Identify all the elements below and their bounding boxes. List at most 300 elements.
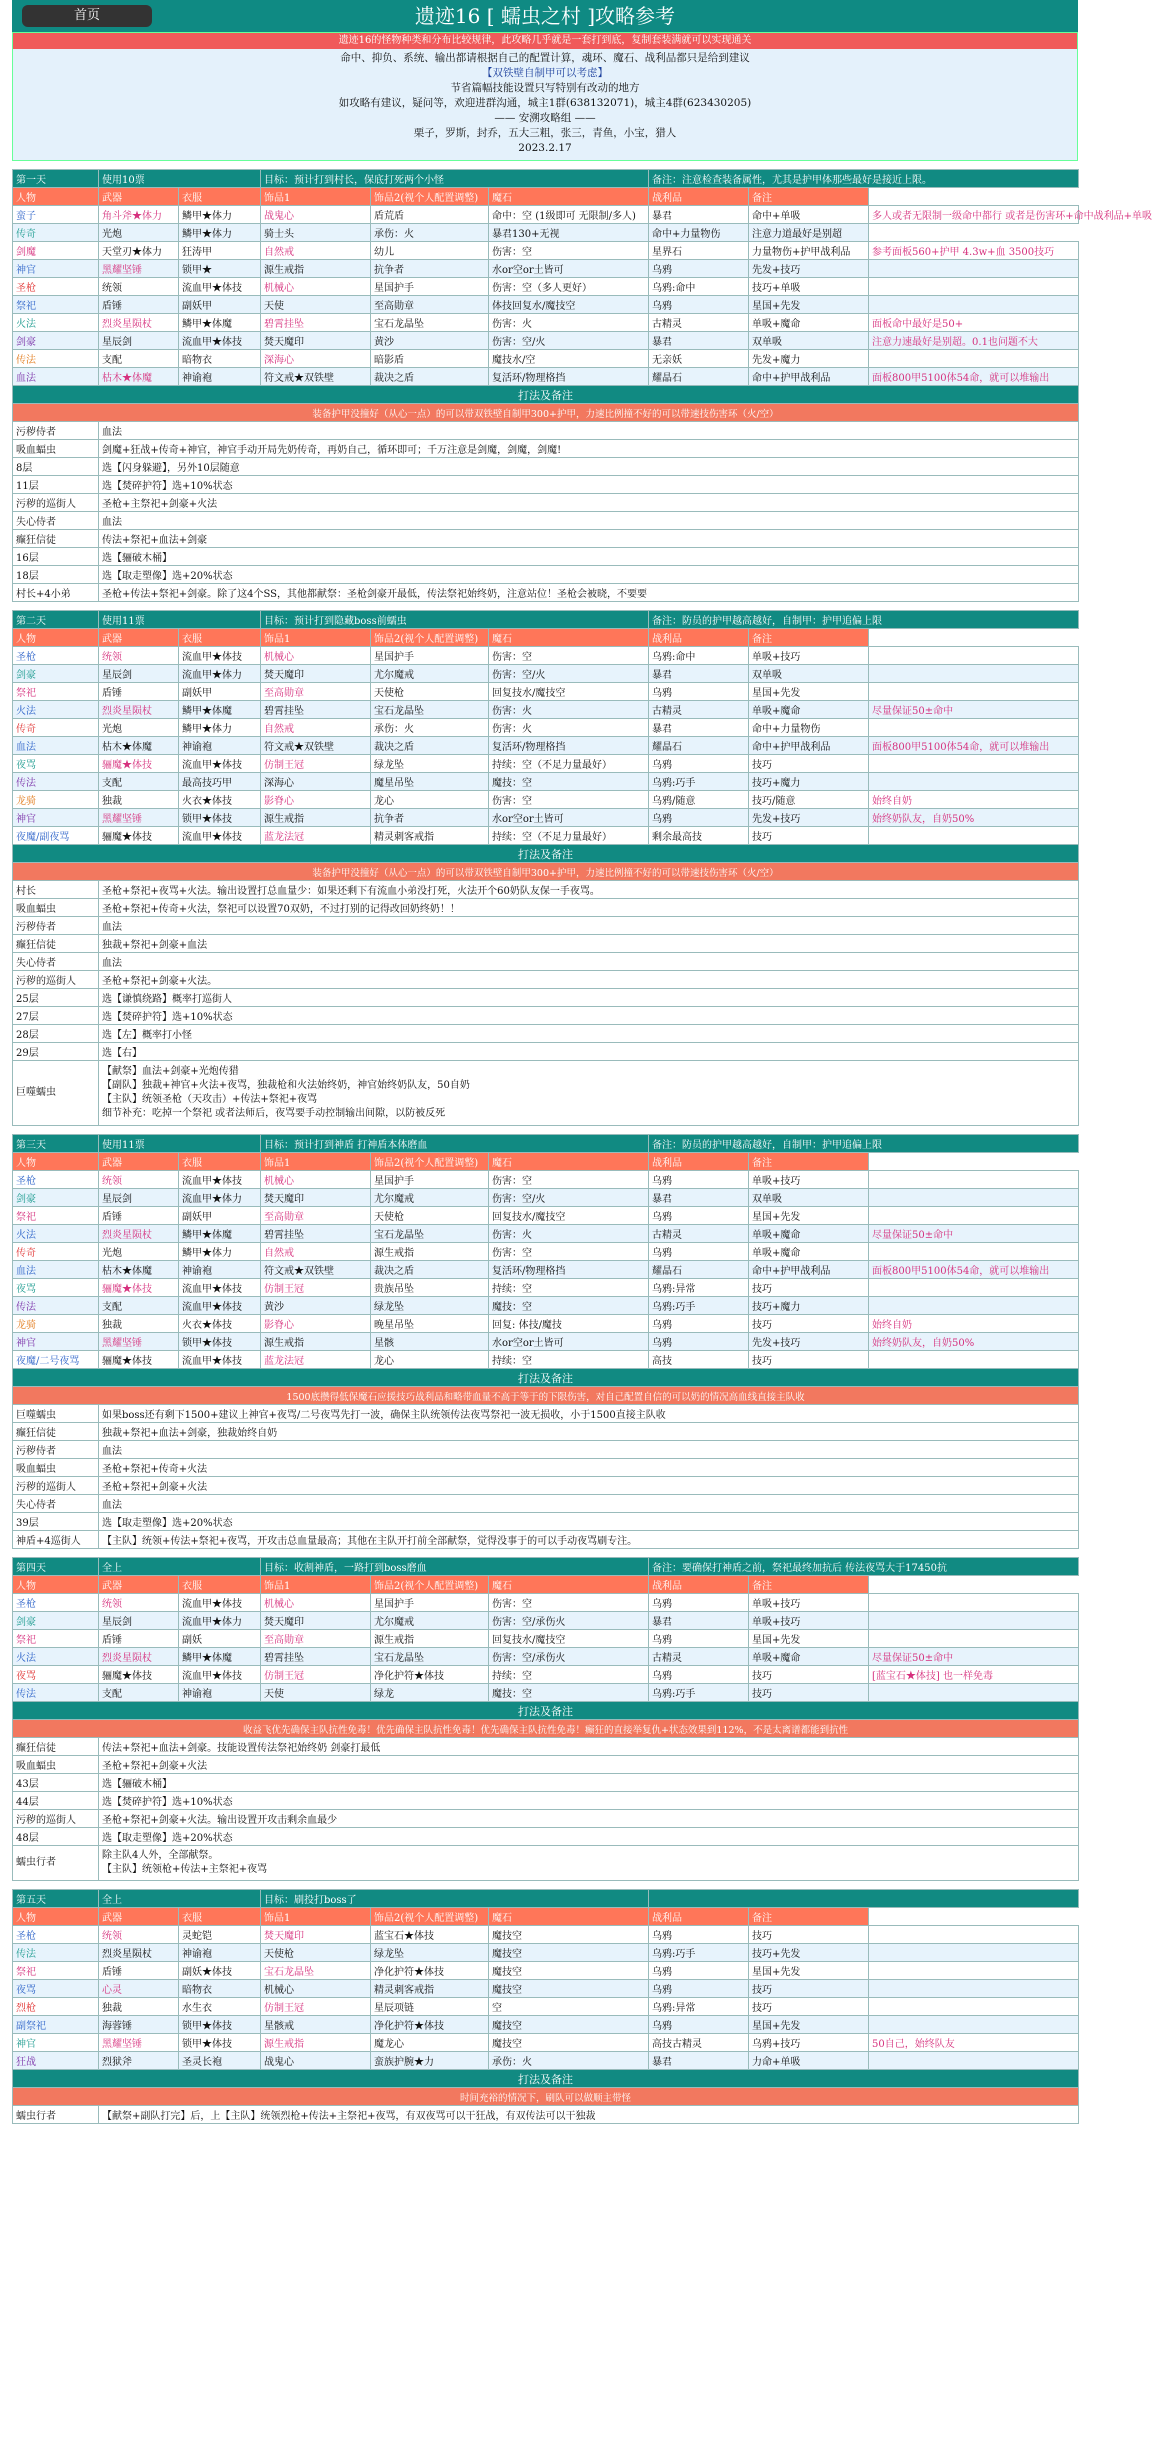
table-row [13, 1594, 1079, 1612]
table-cell: 面板800甲5100体54命，就可以堆输出 [869, 1261, 1079, 1279]
strategy-row [13, 1423, 1079, 1441]
table-cell: 乌鸦 [649, 1333, 749, 1351]
intro-line: 命中、抑负、系统、输出都请根据自己的配置计算，魂环、魔石、战利品都只是给到建议 [340, 52, 750, 64]
day-name: 第一天 [13, 170, 99, 188]
strategy-target: 污秽的巡街人 [13, 1810, 99, 1828]
day-tickets: 使用11票 [99, 1135, 261, 1153]
table-cell: 注意力速最好是别超。0.1也问题不大 [869, 332, 1079, 350]
boss-plan-line: 【主队】统领圣枪（天攻击）+传法+祭祀+夜骂 [102, 1094, 318, 1105]
column-header: 魔石 [489, 1908, 649, 1926]
table-cell: 晚星吊坠 [371, 1315, 489, 1333]
strategy-row [13, 1756, 1079, 1774]
table-cell: 流血甲★体技 [179, 1279, 261, 1297]
table-cell: 源生戒指 [261, 260, 371, 278]
day-header [13, 611, 1079, 629]
table-cell: 统领 [99, 647, 179, 665]
table-cell: 抗争者 [371, 260, 489, 278]
table-row [13, 350, 1079, 368]
table-cell: 魔技空 [489, 1962, 649, 1980]
table-cell: 单吸+魔命 [749, 1648, 869, 1666]
table-cell: 深海心 [261, 773, 371, 791]
table-row [13, 368, 1079, 386]
table-cell: 龙心 [371, 1351, 489, 1369]
table-row [13, 1261, 1079, 1279]
table-cell: 骊魔★体技 [99, 1351, 179, 1369]
table-cell: 影脊心 [261, 1315, 371, 1333]
table-row [13, 296, 1079, 314]
table-cell: 符文戒★双铁壁 [261, 737, 371, 755]
column-header: 武器 [99, 188, 179, 206]
table-cell: 先发+技巧 [749, 260, 869, 278]
strategy-row [13, 899, 1079, 917]
strategy-row [13, 989, 1079, 1007]
table-cell: 盾锤 [99, 1962, 179, 1980]
table-cell: 暗物衣 [179, 1980, 261, 1998]
day-table [12, 1134, 1079, 1549]
section-label: 打法及备注 [13, 2070, 1079, 2088]
strategy-target: 18层 [13, 566, 99, 584]
page [12, 0, 1152, 2124]
table-cell: 星国+先发 [749, 296, 869, 314]
table-cell: 夜骂 [13, 1666, 99, 1684]
strategy-row [13, 1043, 1079, 1061]
table-cell: 始终自奶 [869, 1315, 1079, 1333]
table-row [13, 1189, 1079, 1207]
table-cell [869, 1612, 1079, 1630]
column-header: 战利品 [649, 1908, 749, 1926]
day-table [12, 610, 1079, 1126]
table-cell: 碧霄挂坠 [261, 1648, 371, 1666]
strategy-text: 传法+祭祀+血法+剑豪 [99, 530, 1079, 548]
column-header: 魔石 [489, 188, 649, 206]
table-cell: 双单吸 [749, 665, 869, 683]
table-cell: 源生戒指 [261, 809, 371, 827]
column-header: 备注 [749, 1576, 869, 1594]
table-cell: 神谕袍 [179, 368, 261, 386]
table-cell: 光炮 [99, 1243, 179, 1261]
table-cell: 星辰项链 [371, 1998, 489, 2016]
strategy-row [13, 1792, 1079, 1810]
column-header: 武器 [99, 629, 179, 647]
table-cell: 伤害：空 [489, 1594, 649, 1612]
table-cell [869, 2016, 1079, 2034]
table-cell: 火衣★体技 [179, 791, 261, 809]
table-row [13, 1926, 1079, 1944]
table-cell: 碧霄挂坠 [261, 701, 371, 719]
table-cell: 承伤：火 [371, 224, 489, 242]
table-cell: 至高勋章 [371, 296, 489, 314]
table-cell: 源生戒指 [261, 1333, 371, 1351]
table-cell: 伤害：火 [489, 719, 649, 737]
column-header: 战利品 [649, 188, 749, 206]
table-cell: 无亲妖 [649, 350, 749, 368]
table-cell: 始终奶队友，自奶50% [869, 809, 1079, 827]
table-cell: 水or空or土皆可 [489, 260, 649, 278]
table-cell: 鳞甲★体力 [179, 1243, 261, 1261]
strategy-target: 村长 [13, 881, 99, 899]
table-cell: 单吸+魔命 [749, 1225, 869, 1243]
table-cell: 命中+护甲战利品 [749, 368, 869, 386]
table-cell: 盾锤 [99, 683, 179, 701]
table-cell: 神谕袍 [179, 1261, 261, 1279]
table-cell: 剑豪 [13, 1189, 99, 1207]
strategy-text: 圣枪+传法+祭祀+剑豪。除了这4个SS，其他都献祭：圣枪剑豪开最低，传法祭祀始终奶，注意站位！圣枪会被晓，不要要 [99, 584, 1079, 602]
table-cell: 海蓉锤 [99, 2016, 179, 2034]
table-cell: 源生戒指 [371, 1243, 489, 1261]
table-cell: 烈炎星陨杖 [99, 1648, 179, 1666]
strategy-row [13, 1459, 1079, 1477]
day-goal: 目标：预计打到村长，保底打死两个小怪 [261, 170, 649, 188]
table-cell: 祭祀 [13, 296, 99, 314]
table-cell: 仿制王冠 [261, 755, 371, 773]
strategy-target: 8层 [13, 458, 99, 476]
table-cell: 圣枪 [13, 1594, 99, 1612]
strategy-target: 44层 [13, 1792, 99, 1810]
section-header [13, 2070, 1079, 2088]
table-cell: 鳞甲★体魔 [179, 314, 261, 332]
strategy-row [13, 1513, 1079, 1531]
table-cell: 复活环/物理格挡 [489, 368, 649, 386]
table-cell: 暴君 [649, 332, 749, 350]
table-cell: 副祭祀 [13, 2016, 99, 2034]
table-cell: 烈枪 [13, 1998, 99, 2016]
column-header: 人物 [13, 1153, 99, 1171]
table-cell: 蓝龙法冠 [261, 1351, 371, 1369]
table-cell: 双单吸 [749, 1189, 869, 1207]
table-cell: 乌鸦:异常 [649, 1998, 749, 2016]
table-cell: 伤害：空 [489, 1243, 649, 1261]
table-cell: 盾锤 [99, 1207, 179, 1225]
table-cell [869, 1171, 1079, 1189]
table-cell: 魔技：空 [489, 1684, 649, 1702]
boss-plan [99, 1061, 1079, 1126]
strategy-row [13, 1441, 1079, 1459]
table-cell [869, 260, 1079, 278]
table-cell: 锁甲★ [179, 260, 261, 278]
table-cell: 黑耀坚锤 [99, 2034, 179, 2052]
day-sections [12, 161, 1152, 2124]
strategy-target: 癫狂信徒 [13, 935, 99, 953]
table-cell: 水生衣 [179, 1998, 261, 2016]
strategy-text: 血法 [99, 953, 1079, 971]
strategy-row [13, 530, 1079, 548]
table-cell: 伤害：空 [489, 647, 649, 665]
table-cell: 乌鸦 [649, 809, 749, 827]
intro-warning: 遗迹16的怪物种类和分布比较规律，此攻略几乎就是一套打到底，复制套装满就可以实现通关 [13, 33, 1077, 49]
table-cell: 乌鸦 [649, 1962, 749, 1980]
day-note: 备注：防员的护甲越高越好，自制甲：护甲追偏上限 [649, 1135, 1079, 1153]
table-cell: 传法 [13, 1684, 99, 1702]
table-row [13, 314, 1079, 332]
table-cell: 魔星吊坠 [371, 773, 489, 791]
table-cell: 黄沙 [371, 332, 489, 350]
table-cell: 伤害：空 [489, 242, 649, 260]
table-cell: 乌鸦 [649, 683, 749, 701]
day-tickets: 全上 [99, 1558, 261, 1576]
table-cell: 暴君130+无视 [489, 224, 649, 242]
table-cell: 独裁 [99, 1315, 179, 1333]
table-cell: 星国护手 [371, 1594, 489, 1612]
table-cell: 自然戒 [261, 242, 371, 260]
table-cell: 机械心 [261, 1594, 371, 1612]
table-cell [869, 1630, 1079, 1648]
strategy-text: 选【焚碎护符】选+10%状态 [99, 476, 1079, 494]
table-cell: 心灵 [99, 1980, 179, 1998]
strategy-text: 血法 [99, 422, 1079, 440]
strategy-target: 吸血蝠虫 [13, 1459, 99, 1477]
table-cell: 先发+魔力 [749, 350, 869, 368]
section-label: 打法及备注 [13, 1702, 1079, 1720]
strategy-text: 圣枪+祭祀+传奇+火法 [99, 1459, 1079, 1477]
column-header: 武器 [99, 1576, 179, 1594]
day-table [12, 169, 1152, 602]
table-cell: 锁甲★体技 [179, 2016, 261, 2034]
table-cell: 星国+先发 [749, 2016, 869, 2034]
table-cell: 命中+单吸 [749, 206, 869, 224]
table-cell: 贵族吊坠 [371, 1279, 489, 1297]
table-cell: 先发+技巧 [749, 1333, 869, 1351]
table-cell: 净化护符★体技 [371, 2016, 489, 2034]
table-cell: 命中：空 (1级即可 无限制/多人) [489, 206, 649, 224]
table-cell: 副妖★体技 [179, 1962, 261, 1980]
column-header: 衣服 [179, 1576, 261, 1594]
day-header [13, 1135, 1079, 1153]
strategy-row [13, 1495, 1079, 1513]
table-cell: 龙骑 [13, 791, 99, 809]
table-cell: 锁甲★体技 [179, 2034, 261, 2052]
table-cell: 伤害：空（多人更好） [489, 278, 649, 296]
table-row [13, 1297, 1079, 1315]
table-cell: 裁决之盾 [371, 1261, 489, 1279]
table-cell: 乌鸦 [649, 1630, 749, 1648]
table-cell: 星国护手 [371, 278, 489, 296]
table-cell: 支配 [99, 350, 179, 368]
section-header [13, 1369, 1079, 1387]
table-cell: 鳞甲★体魔 [179, 701, 261, 719]
day-header [13, 170, 1079, 188]
intro-box [12, 32, 1078, 161]
table-cell: 流血甲★体技 [179, 1594, 261, 1612]
table-cell: 黑耀坚锤 [99, 809, 179, 827]
table-cell [869, 665, 1079, 683]
column-header: 衣服 [179, 1908, 261, 1926]
table-row [13, 278, 1079, 296]
strategy-row [13, 1810, 1079, 1828]
column-header: 备注 [749, 1153, 869, 1171]
strategy-target: 污秽的巡街人 [13, 494, 99, 512]
section-header [13, 845, 1079, 863]
table-row [13, 1944, 1079, 1962]
column-header: 魔石 [489, 629, 649, 647]
home-button[interactable]: 首页 [22, 5, 152, 27]
table-cell: 乌鸦:异常 [649, 1279, 749, 1297]
table-cell: 幼儿 [371, 242, 489, 260]
table-cell: 焚天魔印 [261, 332, 371, 350]
table-cell: 角斗斧★体力 [99, 206, 179, 224]
table-cell: 持续：空 [489, 1279, 649, 1297]
table-cell: 龙心 [371, 791, 489, 809]
table-cell: 副妖甲 [179, 1207, 261, 1225]
table-row [13, 242, 1079, 260]
table-cell: 多人或者无限制一级命中都行 或者是伤害环+命中战利品+单吸 [869, 206, 1079, 224]
strategy-target: 污秽侍者 [13, 917, 99, 935]
table-cell: 技巧 [749, 1666, 869, 1684]
table-cell: 先发+技巧 [749, 809, 869, 827]
boss-plan-line: 细节补充：吃掉一个祭祀 或者法师后，夜骂要手动控制输出间隙，以防被反死 [102, 1108, 446, 1119]
table-cell: 碧霄挂坠 [261, 1225, 371, 1243]
table-cell: 鳞甲★体力 [179, 206, 261, 224]
table-cell: 古精灵 [649, 701, 749, 719]
day-note [649, 1890, 1079, 1908]
boss-row [13, 1846, 1079, 1881]
strategy-text: 【献祭+副队打完】后，上【主队】统领烈枪+传法+主祭祀+夜骂，有双夜骂可以干狂战，有双传法可以干独裁 [99, 2106, 1079, 2124]
strategy-target: 污秽的巡街人 [13, 1477, 99, 1495]
column-header: 魔石 [489, 1153, 649, 1171]
table-cell: 技巧 [749, 1279, 869, 1297]
table-cell: 绿龙坠 [371, 755, 489, 773]
table-cell: 圣枪 [13, 647, 99, 665]
table-cell: 鳞甲★体魔 [179, 1648, 261, 1666]
table-cell: 至高勋章 [261, 1630, 371, 1648]
table-row [13, 206, 1079, 224]
table-cell: 复活环/物理格挡 [489, 737, 649, 755]
table-cell: 宝石龙晶坠 [371, 1225, 489, 1243]
table-cell: 体技回复水/魔技空 [489, 296, 649, 314]
table-cell: 传奇 [13, 1243, 99, 1261]
table-cell: 仿制王冠 [261, 1666, 371, 1684]
strategy-row [13, 566, 1079, 584]
table-cell: 夜骂 [13, 755, 99, 773]
table-cell: 技巧 [749, 1351, 869, 1369]
section-label: 打法及备注 [13, 386, 1079, 404]
table-cell: 乌鸦:巧手 [649, 773, 749, 791]
strategy-row [13, 971, 1079, 989]
table-cell [869, 1926, 1079, 1944]
table-cell: 枯木★体魔 [99, 368, 179, 386]
strategy-target: 癫狂信徒 [13, 1423, 99, 1441]
strategy-text: 圣枪+祭祀+剑豪+火法。 [99, 971, 1079, 989]
column-header: 饰品1 [261, 188, 371, 206]
table-cell: 机械心 [261, 647, 371, 665]
boss-plan-line: 除主队4人外，全部献祭。 [102, 1850, 219, 1861]
table-cell: 技巧 [749, 1684, 869, 1702]
table-cell: 血法 [13, 737, 99, 755]
table-cell: 烈炎星陨杖 [99, 1225, 179, 1243]
table-cell [869, 647, 1079, 665]
strategy-target: 43层 [13, 1774, 99, 1792]
table-cell: 暴君 [649, 206, 749, 224]
table-row [13, 665, 1079, 683]
table-cell: 血法 [13, 368, 99, 386]
table-cell: 副妖甲 [179, 683, 261, 701]
strategy-row [13, 548, 1079, 566]
table-cell: 星骸 [371, 1333, 489, 1351]
table-cell: 技巧/随意 [749, 791, 869, 809]
table-row [13, 1225, 1079, 1243]
table-cell: 锁甲★体技 [179, 1333, 261, 1351]
day-tickets: 使用11票 [99, 611, 261, 629]
boss-name: 蠕虫行者 [13, 1846, 99, 1881]
column-header: 人物 [13, 1908, 99, 1926]
strategy-text: 选【骊破木桶】 [99, 548, 1079, 566]
page-title: 遗迹16 [ 蠕虫之村 ]攻略参考 [414, 4, 676, 28]
table-cell: 独裁 [99, 791, 179, 809]
strategy-text: 圣枪+祭祀+传奇+火法，祭祀可以设置70双奶，不过打别的记得改回奶终奶！！ [99, 899, 1079, 917]
table-cell: 命中+力量物伤 [749, 719, 869, 737]
strategy-target: 污秽侍者 [13, 1441, 99, 1459]
strategy-row [13, 512, 1079, 530]
table-cell: 魔技空 [489, 1944, 649, 1962]
table-cell: 星辰剑 [99, 1612, 179, 1630]
table-cell: 机械心 [261, 1980, 371, 1998]
table-cell: 技巧+单吸 [749, 278, 869, 296]
table-cell: [蓝宝石★体技] 也一样免毒 [869, 1666, 1079, 1684]
strategy-row [13, 1531, 1079, 1549]
table-cell: 复活环/物理格挡 [489, 1261, 649, 1279]
table-cell: 宝石龙晶坠 [371, 314, 489, 332]
table-cell: 天使枪 [371, 683, 489, 701]
warning-text: 时间充裕的情况下，刷队可以做顺主带怪 [13, 2088, 1079, 2106]
table-cell: 古精灵 [649, 314, 749, 332]
strategy-row [13, 935, 1079, 953]
intro-line: —— 安溯攻略组 —— [494, 112, 596, 124]
table-cell: 烈狱斧 [99, 2052, 179, 2070]
strategy-text: 血法 [99, 917, 1079, 935]
table-cell: 流血甲★体技 [179, 278, 261, 296]
table-cell: 火法 [13, 1225, 99, 1243]
boss-plan-line: 【副队】独裁+神官+火法+夜骂，独裁枪和火法始终奶，神官始终奶队友，50自奶 [102, 1080, 470, 1091]
table-cell: 绿龙坠 [371, 1944, 489, 1962]
boss-plan-line: 【献祭】血法+剑豪+光炮传猎 [102, 1066, 239, 1077]
column-header: 武器 [99, 1153, 179, 1171]
strategy-target: 污秽的巡街人 [13, 971, 99, 989]
table-cell: 高技 [649, 1351, 749, 1369]
table-cell: 技巧 [749, 1315, 869, 1333]
table-cell: 面板800甲5100体54命，就可以堆输出 [869, 368, 1079, 386]
table-cell: 单吸+技巧 [749, 1612, 869, 1630]
table-cell [869, 1297, 1079, 1315]
table-cell: 圣枪 [13, 278, 99, 296]
table-row [13, 1666, 1079, 1684]
day-tickets: 全上 [99, 1890, 261, 1908]
table-cell: 流血甲★体技 [179, 647, 261, 665]
table-row [13, 1279, 1079, 1297]
table-row [13, 1333, 1079, 1351]
table-cell: 绿龙坠 [371, 1297, 489, 1315]
table-row [13, 260, 1079, 278]
table-cell: 乌鸦+技巧 [749, 2034, 869, 2052]
table-cell: 精灵刺客戒指 [371, 1980, 489, 1998]
table-cell: 乌鸦 [649, 1315, 749, 1333]
table-cell: 盾锤 [99, 296, 179, 314]
strategy-text: 选【右】 [99, 1043, 1079, 1061]
table-cell: 黑耀坚锤 [99, 1333, 179, 1351]
strategy-text: 血法 [99, 512, 1079, 530]
table-cell: 焚天魔印 [261, 1926, 371, 1944]
table-row [13, 683, 1079, 701]
table-cell: 命中+护甲战利品 [749, 1261, 869, 1279]
table-cell: 暗影盾 [371, 350, 489, 368]
strategy-target: 巨噬蠕虫 [13, 1405, 99, 1423]
strategy-text: 选【取走塑像】选+20%状态 [99, 1513, 1079, 1531]
table-cell: 黑耀坚锤 [99, 260, 179, 278]
day-goal: 目标：预计打到隐藏boss前蠕虫 [261, 611, 649, 629]
table-cell: 伤害：火 [489, 701, 649, 719]
table-cell: 乌鸦 [649, 260, 749, 278]
table-cell: 祭祀 [13, 1630, 99, 1648]
table-cell: 裁决之盾 [371, 737, 489, 755]
table-cell: 自然戒 [261, 719, 371, 737]
